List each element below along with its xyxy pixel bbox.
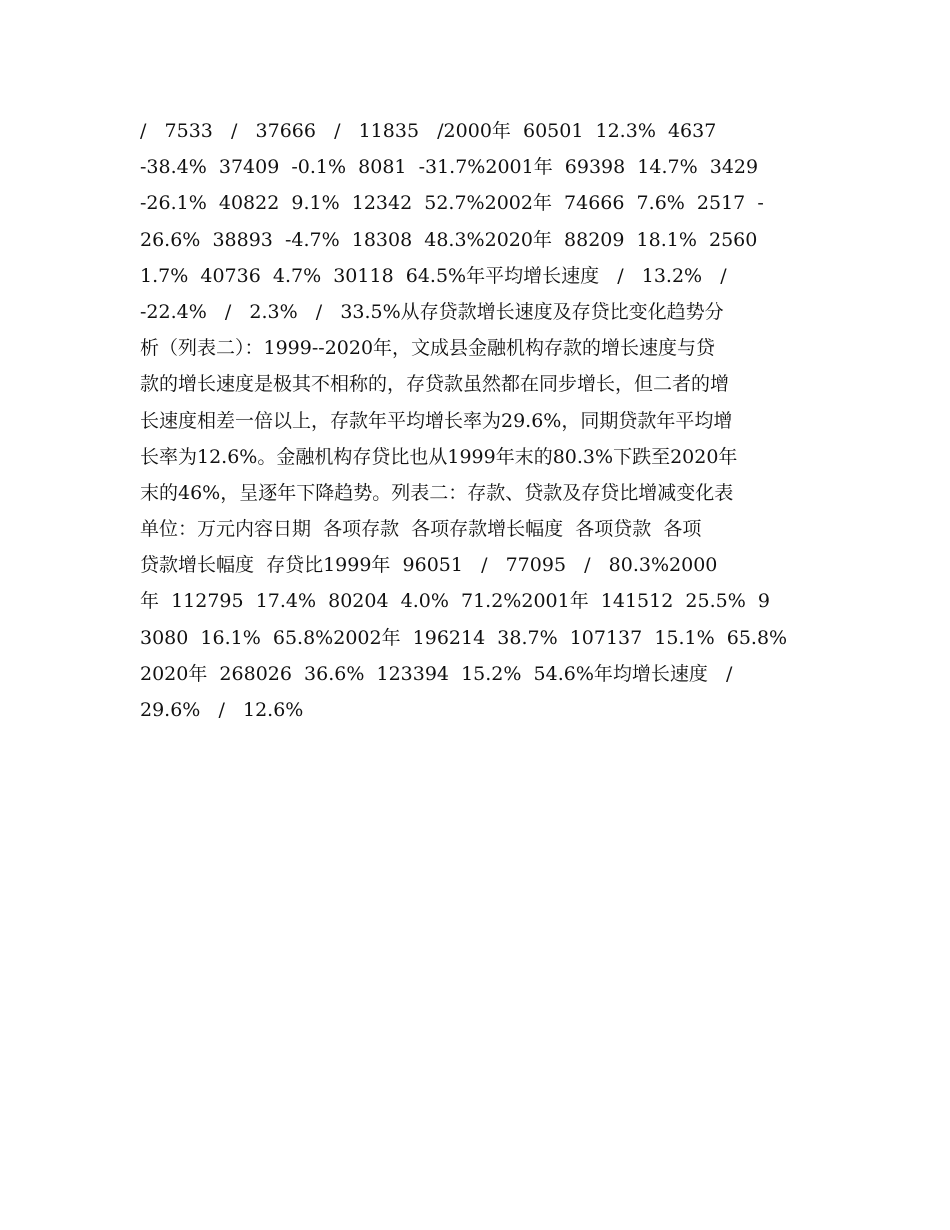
text-line: 年 112795 17.4% 80204 4.0% 71.2%2001年 141512 25.5% 9 bbox=[140, 590, 770, 613]
text-line: 贷款增长幅度 存贷比1999年 96051 / 77095 / 80.3%2000 bbox=[140, 554, 718, 577]
text-line: 26.6% 38893 -4.7% 18308 48.3%2020年 88209 18.1% 2560 bbox=[140, 228, 758, 251]
text-line: 长率为12.6%。金融机构存贷比也从1999年末的80.3%下跌至2020年 bbox=[140, 445, 738, 468]
text-line: -26.1% 40822 9.1% 12342 52.7%2002年 74666 7.6% 2517 - bbox=[140, 192, 764, 215]
text-line: 1.7% 40736 4.7% 30118 64.5%年平均增长速度 / 13.2% / bbox=[140, 264, 727, 287]
document-body bbox=[140, 113, 814, 728]
text-line: -22.4% / 2.3% / 33.5%从存贷款增长速度及存贷比变化趋势分 bbox=[140, 300, 724, 323]
text-line: 单位：万元内容日期 各项存款 各项存款增长幅度 各项贷款 各项 bbox=[140, 518, 702, 541]
text-line: / 7533 / 37666 / 11835 /2000年 60501 12.3% 4637 bbox=[140, 120, 717, 142]
text-line: 2020年 268026 36.6% 123394 15.2% 54.6%年均增长速度 / bbox=[140, 662, 733, 685]
text-line: 29.6% / 12.6% bbox=[140, 699, 304, 721]
text-line: 款的增长速度是极其不相称的，存贷款虽然都在同步增长，但二者的增 bbox=[140, 373, 730, 396]
text-line: 3080 16.1% 65.8%2002年 196214 38.7% 107137 15.1% 65.8% bbox=[140, 626, 788, 649]
text-line: -38.4% 37409 -0.1% 8081 -31.7%2001年 69398 14.7% 3429 bbox=[140, 156, 759, 179]
text-line: 末的46%，呈逐年下降趋势。列表二：存款、贷款及存贷比增减变化表 bbox=[140, 481, 734, 504]
text-line: 长速度相差一倍以上，存款年平均增长率为29.6%，同期贷款年平均增 bbox=[140, 409, 733, 432]
text-line: 析（列表二）：1999--2020年，文成县金融机构存款的增长速度与贷 bbox=[140, 337, 716, 360]
